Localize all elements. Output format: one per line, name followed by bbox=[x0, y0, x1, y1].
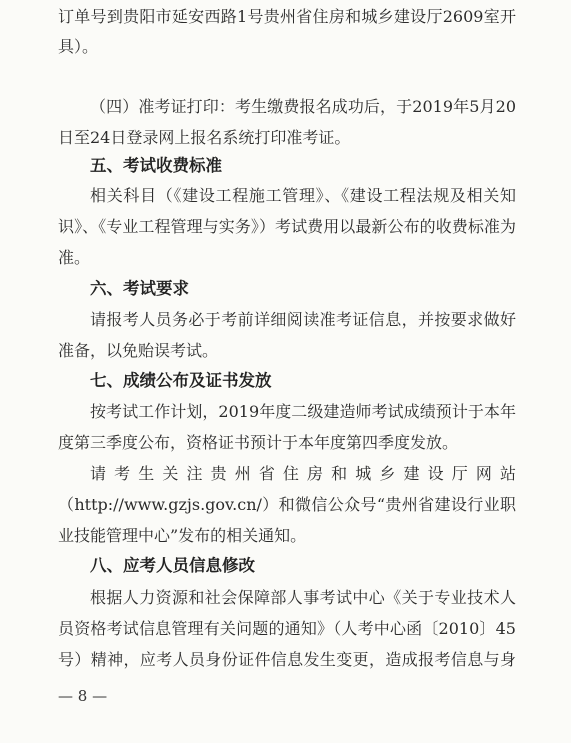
paragraph-line: （四）准考证打印：考生缴费报名成功后，于2019年5月20 bbox=[90, 97, 516, 116]
paragraph-line: 识》、《专业工程管理与实务》）考试费用以最新公布的收费标准为 bbox=[58, 217, 516, 236]
section-heading-six: 六、考试要求 bbox=[90, 279, 189, 298]
paragraph-line: 号）精神，应考人员身份证件信息发生变更，造成报考信息与身 bbox=[58, 650, 516, 669]
paragraph-line: 度第三季度公布，资格证书预计于本年度第四季度发放。 bbox=[58, 433, 459, 452]
paragraph-line: 相关科目（《建设工程施工管理》、《建设工程法规及相关知 bbox=[90, 186, 516, 205]
paragraph-line: 员资格考试信息管理有关问题的通知》（人考中心函〔2010〕45 bbox=[58, 619, 516, 638]
paragraph-line: 业技能管理中心”发布的相关通知。 bbox=[58, 526, 307, 545]
paragraph-line: 按考试工作计划，2019年度二级建造师考试成绩预计于本年 bbox=[90, 402, 516, 421]
paragraph-line: 准备，以免贻误考试。 bbox=[58, 341, 219, 360]
section-heading-eight: 八、应考人员信息修改 bbox=[90, 556, 255, 575]
paragraph-line: 请报考人员务必于考前详细阅读准考证信息，并按要求做好 bbox=[90, 310, 516, 329]
page-number: — 8 — bbox=[58, 687, 108, 705]
section-heading-seven: 七、成绩公布及证书发放 bbox=[90, 371, 272, 390]
paragraph-line: 日至24日登录网上报名系统打印准考证。 bbox=[58, 128, 351, 147]
paragraph-line: 订单号到贵阳市延安西路1号贵州省住房和城乡建设厅2609室开 bbox=[58, 7, 516, 26]
paragraph-line: 具）。 bbox=[58, 37, 99, 56]
paragraph-line: （http://www.gzjs.gov.cn/）和微信公众号“贵州省建设行业职 bbox=[58, 495, 516, 514]
section-heading-five: 五、考试收费标准 bbox=[90, 156, 222, 175]
paragraph-line: 请考生关注贵州省住房和城乡建设厅网站 bbox=[90, 464, 516, 483]
paragraph-line: 根据人力资源和社会保障部人事考试中心《关于专业技术人 bbox=[90, 588, 516, 607]
paragraph-line: 准。 bbox=[58, 248, 91, 267]
